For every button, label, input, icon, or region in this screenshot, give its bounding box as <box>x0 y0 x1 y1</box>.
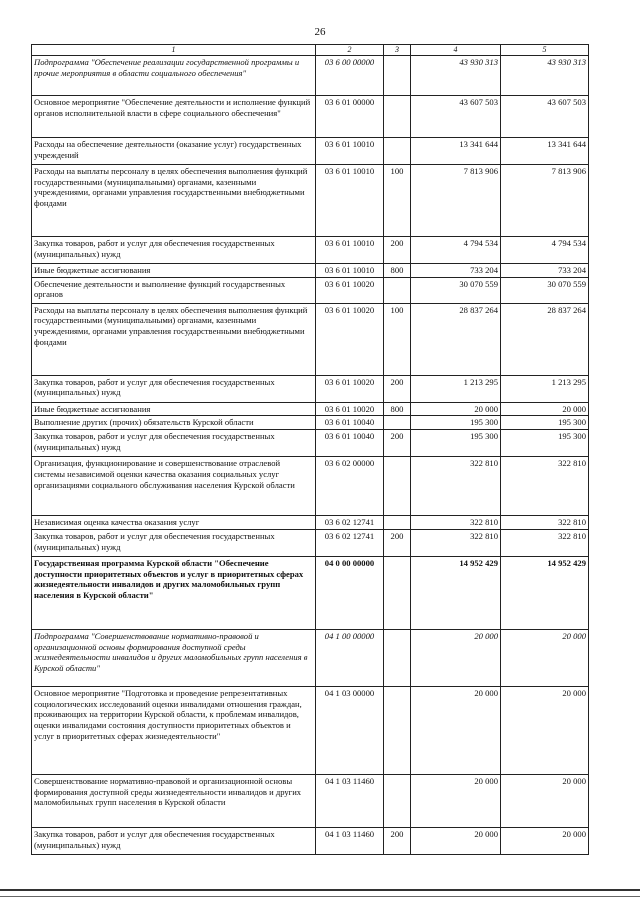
row-amount-cell: 43 930 313 <box>411 56 501 96</box>
row-code-cell: 03 6 01 10010 <box>316 138 384 165</box>
header-col-4: 4 <box>411 45 501 56</box>
table-row <box>32 529 589 556</box>
row-amount-cell: 30 070 559 <box>411 277 501 303</box>
row-name-cell: Основное мероприятие "Подготовка и проведение репрезентативных социологических исследований оценки инвалидами отношения граждан, проживающих на территории Курской области, к проблемам инвалидов, оценки инвалидами состояния доступности приоритетных объектов и услуг в приоритетных сферах жизнедеятельности" <box>32 686 316 774</box>
row-amount2-cell: 322 810 <box>501 529 589 556</box>
row-name-cell: Подпрограмма "Обеспечение реализации государственной программы и прочие мероприятия в области социального обеспечения" <box>32 56 316 96</box>
row-amount-cell: 4 794 534 <box>411 237 501 264</box>
row-amount2-cell: 20 000 <box>501 774 589 827</box>
row-type-cell <box>384 516 411 530</box>
row-type-cell: 200 <box>384 237 411 264</box>
scan-border-line <box>0 889 640 891</box>
row-name-cell: Расходы на выплаты персоналу в целях обеспечения выполнения функций государственными (муниципальными) органами, казенными учреждениями, органами управления государственными внебюджетными фондами <box>32 303 316 375</box>
row-amount-cell: 733 204 <box>411 264 501 278</box>
row-amount2-cell: 195 300 <box>501 416 589 430</box>
row-name-cell: Независимая оценка качества оказания услуг <box>32 516 316 530</box>
row-type-cell <box>384 56 411 96</box>
table-row <box>32 516 589 530</box>
row-name-cell: Подпрограмма "Совершенствование нормативно-правовой и организационной основы формирования доступной среды жизнедеятельности инвалидов и других маломобильных групп населения в Курской области" <box>32 629 316 686</box>
row-amount2-cell: 20 000 <box>501 402 589 416</box>
row-type-cell: 200 <box>384 375 411 402</box>
row-name-cell: Закупка товаров, работ и услуг для обеспечения государственных (муниципальных) нужд <box>32 827 316 854</box>
table-row <box>32 774 589 827</box>
table-row <box>32 96 589 138</box>
header-col-5: 5 <box>501 45 589 56</box>
row-code-cell: 03 6 01 10020 <box>316 277 384 303</box>
page-number: 26 <box>314 26 326 38</box>
row-amount-cell: 322 810 <box>411 516 501 530</box>
row-amount2-cell: 28 837 264 <box>501 303 589 375</box>
row-name-cell: Закупка товаров, работ и услуг для обеспечения государственных (муниципальных) нужд <box>32 529 316 556</box>
header-col-2: 2 <box>316 45 384 56</box>
table-header-row <box>32 45 589 56</box>
row-code-cell: 03 6 02 00000 <box>316 457 384 516</box>
row-code-cell: 03 6 01 00000 <box>316 96 384 138</box>
row-type-cell: 200 <box>384 827 411 854</box>
row-amount-cell: 28 837 264 <box>411 303 501 375</box>
row-type-cell: 100 <box>384 165 411 237</box>
row-name-cell: Выполнение других (прочих) обязательств Курской области <box>32 416 316 430</box>
row-name-cell: Закупка товаров, работ и услуг для обеспечения государственных (муниципальных) нужд <box>32 430 316 457</box>
row-type-cell: 200 <box>384 529 411 556</box>
table-row <box>32 556 589 629</box>
row-name-cell: Иные бюджетные ассигнования <box>32 402 316 416</box>
row-name-cell: Основное мероприятие "Обеспечение деятельности и исполнение функций органов исполнительной власти в сфере социального обеспечения" <box>32 96 316 138</box>
row-name-cell: Закупка товаров, работ и услуг для обеспечения государственных (муниципальных) нужд <box>32 375 316 402</box>
row-name-cell: Совершенствование нормативно-правовой и организационной основы формирования доступной среды жизнедеятельности инвалидов и других маломобильных групп населения в Курской области <box>32 774 316 827</box>
row-name-cell: Организация, функционирование и совершенствование отраслевой системы независимой оценки качества оказания социальных услуг организациями социального обслуживания населения Курской области <box>32 457 316 516</box>
row-type-cell: 800 <box>384 402 411 416</box>
row-type-cell: 800 <box>384 264 411 278</box>
row-code-cell: 03 6 01 10040 <box>316 416 384 430</box>
row-amount2-cell: 14 952 429 <box>501 556 589 629</box>
row-amount-cell: 322 810 <box>411 529 501 556</box>
row-code-cell: 03 6 00 00000 <box>316 56 384 96</box>
row-amount-cell: 43 607 503 <box>411 96 501 138</box>
row-code-cell: 03 6 01 10020 <box>316 402 384 416</box>
table-row <box>32 375 589 402</box>
row-amount-cell: 7 813 906 <box>411 165 501 237</box>
row-amount-cell: 20 000 <box>411 686 501 774</box>
row-type-cell <box>384 96 411 138</box>
row-amount2-cell: 7 813 906 <box>501 165 589 237</box>
row-amount2-cell: 43 930 313 <box>501 56 589 96</box>
row-type-cell <box>384 556 411 629</box>
row-amount-cell: 322 810 <box>411 457 501 516</box>
row-type-cell <box>384 457 411 516</box>
row-amount2-cell: 733 204 <box>501 264 589 278</box>
row-code-cell: 04 1 00 00000 <box>316 629 384 686</box>
row-amount2-cell: 30 070 559 <box>501 277 589 303</box>
table-row <box>32 457 589 516</box>
row-code-cell: 03 6 01 10010 <box>316 264 384 278</box>
row-code-cell: 03 6 02 12741 <box>316 529 384 556</box>
table-row <box>32 264 589 278</box>
row-code-cell: 03 6 01 10040 <box>316 430 384 457</box>
row-code-cell: 04 0 00 00000 <box>316 556 384 629</box>
table-row <box>32 237 589 264</box>
table-row <box>32 402 589 416</box>
row-name-cell: Государственная программа Курской области "Обеспечение доступности приоритетных объектов и услуг в приоритетных сферах жизнедеятельности инвалидов и других маломобильных групп населения в Курской области" <box>32 556 316 629</box>
table-row <box>32 686 589 774</box>
row-amount2-cell: 1 213 295 <box>501 375 589 402</box>
row-type-cell: 100 <box>384 303 411 375</box>
row-amount2-cell: 322 810 <box>501 516 589 530</box>
row-type-cell: 200 <box>384 430 411 457</box>
header-col-3: 3 <box>384 45 411 56</box>
row-name-cell: Закупка товаров, работ и услуг для обеспечения государственных (муниципальных) нужд <box>32 237 316 264</box>
row-code-cell: 03 6 01 10010 <box>316 237 384 264</box>
row-amount2-cell: 20 000 <box>501 686 589 774</box>
row-amount2-cell: 13 341 644 <box>501 138 589 165</box>
row-type-cell <box>384 774 411 827</box>
row-amount-cell: 195 300 <box>411 430 501 457</box>
row-amount-cell: 1 213 295 <box>411 375 501 402</box>
table-row <box>32 827 589 854</box>
row-amount2-cell: 195 300 <box>501 430 589 457</box>
row-type-cell <box>384 629 411 686</box>
row-amount-cell: 20 000 <box>411 629 501 686</box>
row-code-cell: 03 6 01 10010 <box>316 165 384 237</box>
row-amount-cell: 20 000 <box>411 402 501 416</box>
row-name-cell: Иные бюджетные ассигнования <box>32 264 316 278</box>
row-code-cell: 04 1 03 00000 <box>316 686 384 774</box>
table-row <box>32 629 589 686</box>
table-row <box>32 165 589 237</box>
row-code-cell: 03 6 01 10020 <box>316 303 384 375</box>
row-code-cell: 03 6 01 10020 <box>316 375 384 402</box>
row-amount2-cell: 20 000 <box>501 629 589 686</box>
table-row <box>32 416 589 430</box>
row-name-cell: Расходы на обеспечение деятельности (оказание услуг) государственных учреждений <box>32 138 316 165</box>
row-type-cell <box>384 416 411 430</box>
table-row <box>32 277 589 303</box>
row-code-cell: 04 1 03 11460 <box>316 774 384 827</box>
row-type-cell <box>384 138 411 165</box>
row-type-cell <box>384 277 411 303</box>
row-amount2-cell: 322 810 <box>501 457 589 516</box>
row-amount-cell: 20 000 <box>411 827 501 854</box>
row-code-cell: 04 1 03 11460 <box>316 827 384 854</box>
table-row <box>32 56 589 96</box>
row-amount-cell: 14 952 429 <box>411 556 501 629</box>
row-amount-cell: 13 341 644 <box>411 138 501 165</box>
row-amount2-cell: 43 607 503 <box>501 96 589 138</box>
row-amount2-cell: 4 794 534 <box>501 237 589 264</box>
row-amount2-cell: 20 000 <box>501 827 589 854</box>
header-col-1: 1 <box>32 45 316 56</box>
row-code-cell: 03 6 02 12741 <box>316 516 384 530</box>
budget-table <box>31 44 589 855</box>
table-row <box>32 430 589 457</box>
table-row <box>32 138 589 165</box>
row-name-cell: Обеспечение деятельности и выполнение функций государственных органов <box>32 277 316 303</box>
table-row <box>32 303 589 375</box>
row-amount-cell: 195 300 <box>411 416 501 430</box>
row-amount-cell: 20 000 <box>411 774 501 827</box>
row-name-cell: Расходы на выплаты персоналу в целях обеспечения выполнения функций государственными (муниципальными) органами, казенными учреждениями, органами управления государственными внебюджетными фондами <box>32 165 316 237</box>
scan-border-line <box>0 896 640 897</box>
row-type-cell <box>384 686 411 774</box>
